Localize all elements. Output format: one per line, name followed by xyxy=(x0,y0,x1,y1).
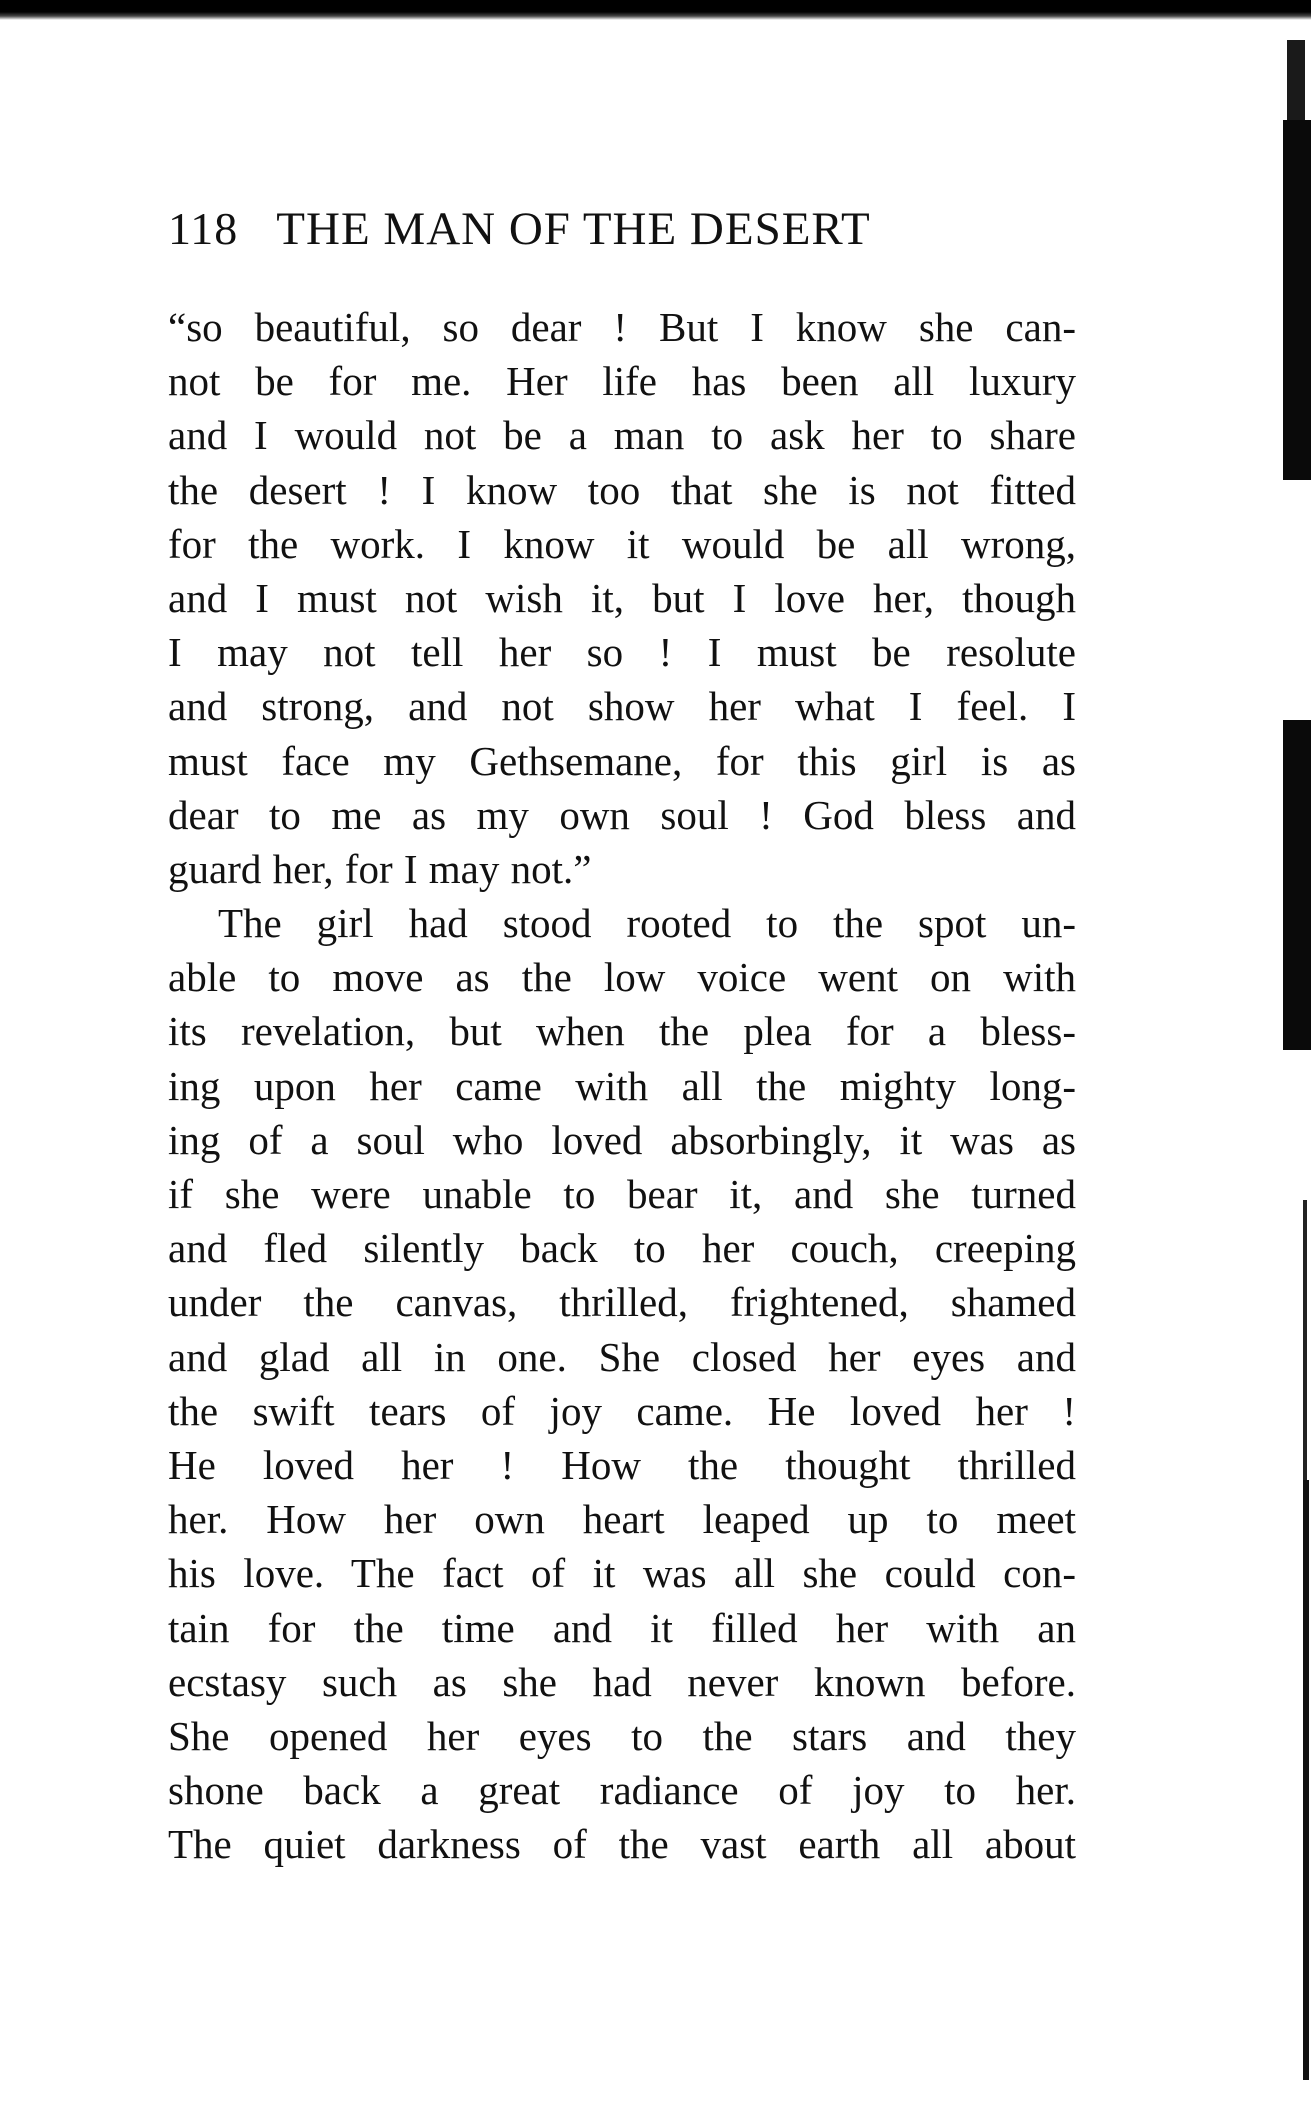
text-line: its revelation, but when the plea for a bless- xyxy=(168,1008,1076,1055)
text-line: must face my Gethsemane, for this girl is as xyxy=(168,737,1076,784)
running-header xyxy=(168,202,1118,272)
text-line: shone back a great radiance of joy to her. xyxy=(168,1767,1076,1814)
scan-binding-edge xyxy=(1277,0,1311,2116)
scan-top-edge xyxy=(0,0,1311,20)
text-line: under the canvas, thrilled, frightened, shamed xyxy=(168,1279,1076,1326)
text-line: guard her, for I may not.” xyxy=(168,845,592,892)
page-number: 118 xyxy=(168,203,239,254)
text-line: and I would not be a man to ask her to share xyxy=(168,412,1076,459)
text-line: ing upon her came with all the mighty long- xyxy=(168,1062,1076,1109)
text-line: his love. The fact of it was all she could con- xyxy=(168,1550,1076,1597)
text-line: ing of a soul who loved absorbingly, it was as xyxy=(168,1116,1076,1163)
text-line: He loved her ! How the thought thrilled xyxy=(168,1441,1076,1488)
text-line: “so beautiful, so dear ! But I know she can- xyxy=(168,304,1076,350)
text-line: She opened her eyes to the stars and they xyxy=(168,1712,1076,1759)
text-line: and I must not wish it, but I love her, though xyxy=(168,574,1076,621)
text-line: for the work. I know it would be all wrong, xyxy=(168,520,1076,567)
text-line: the swift tears of joy came. He loved her ! xyxy=(168,1387,1076,1434)
text-line: and strong, and not show her what I feel. I xyxy=(168,683,1076,730)
text-line: The quiet darkness of the vast earth all about xyxy=(168,1821,1076,1868)
text-line: able to move as the low voice went on with xyxy=(168,954,1076,1001)
text-line: her. How her own heart leaped up to meet xyxy=(168,1496,1076,1543)
text-line: dear to me as my own soul ! God bless and xyxy=(168,791,1076,838)
text-line: ecstasy such as she had never known before. xyxy=(168,1658,1076,1705)
text-line: The girl had stood rooted to the spot un- xyxy=(218,900,1076,947)
text-line: not be for me. Her life has been all luxury xyxy=(168,358,1076,405)
body-text xyxy=(168,300,1076,1871)
text-line: and glad all in one. She closed her eyes and xyxy=(168,1333,1076,1380)
text-line: and fled silently back to her couch, creeping xyxy=(168,1225,1076,1272)
running-title: THE MAN OF THE DESERT xyxy=(276,203,871,255)
text-line: I may not tell her so ! I must be resolute xyxy=(168,629,1076,676)
text-line: tain for the time and it filled her with an xyxy=(168,1604,1076,1651)
text-line: the desert ! I know too that she is not fitted xyxy=(168,466,1076,513)
text-line: if she were unable to bear it, and she turned xyxy=(168,1171,1076,1217)
